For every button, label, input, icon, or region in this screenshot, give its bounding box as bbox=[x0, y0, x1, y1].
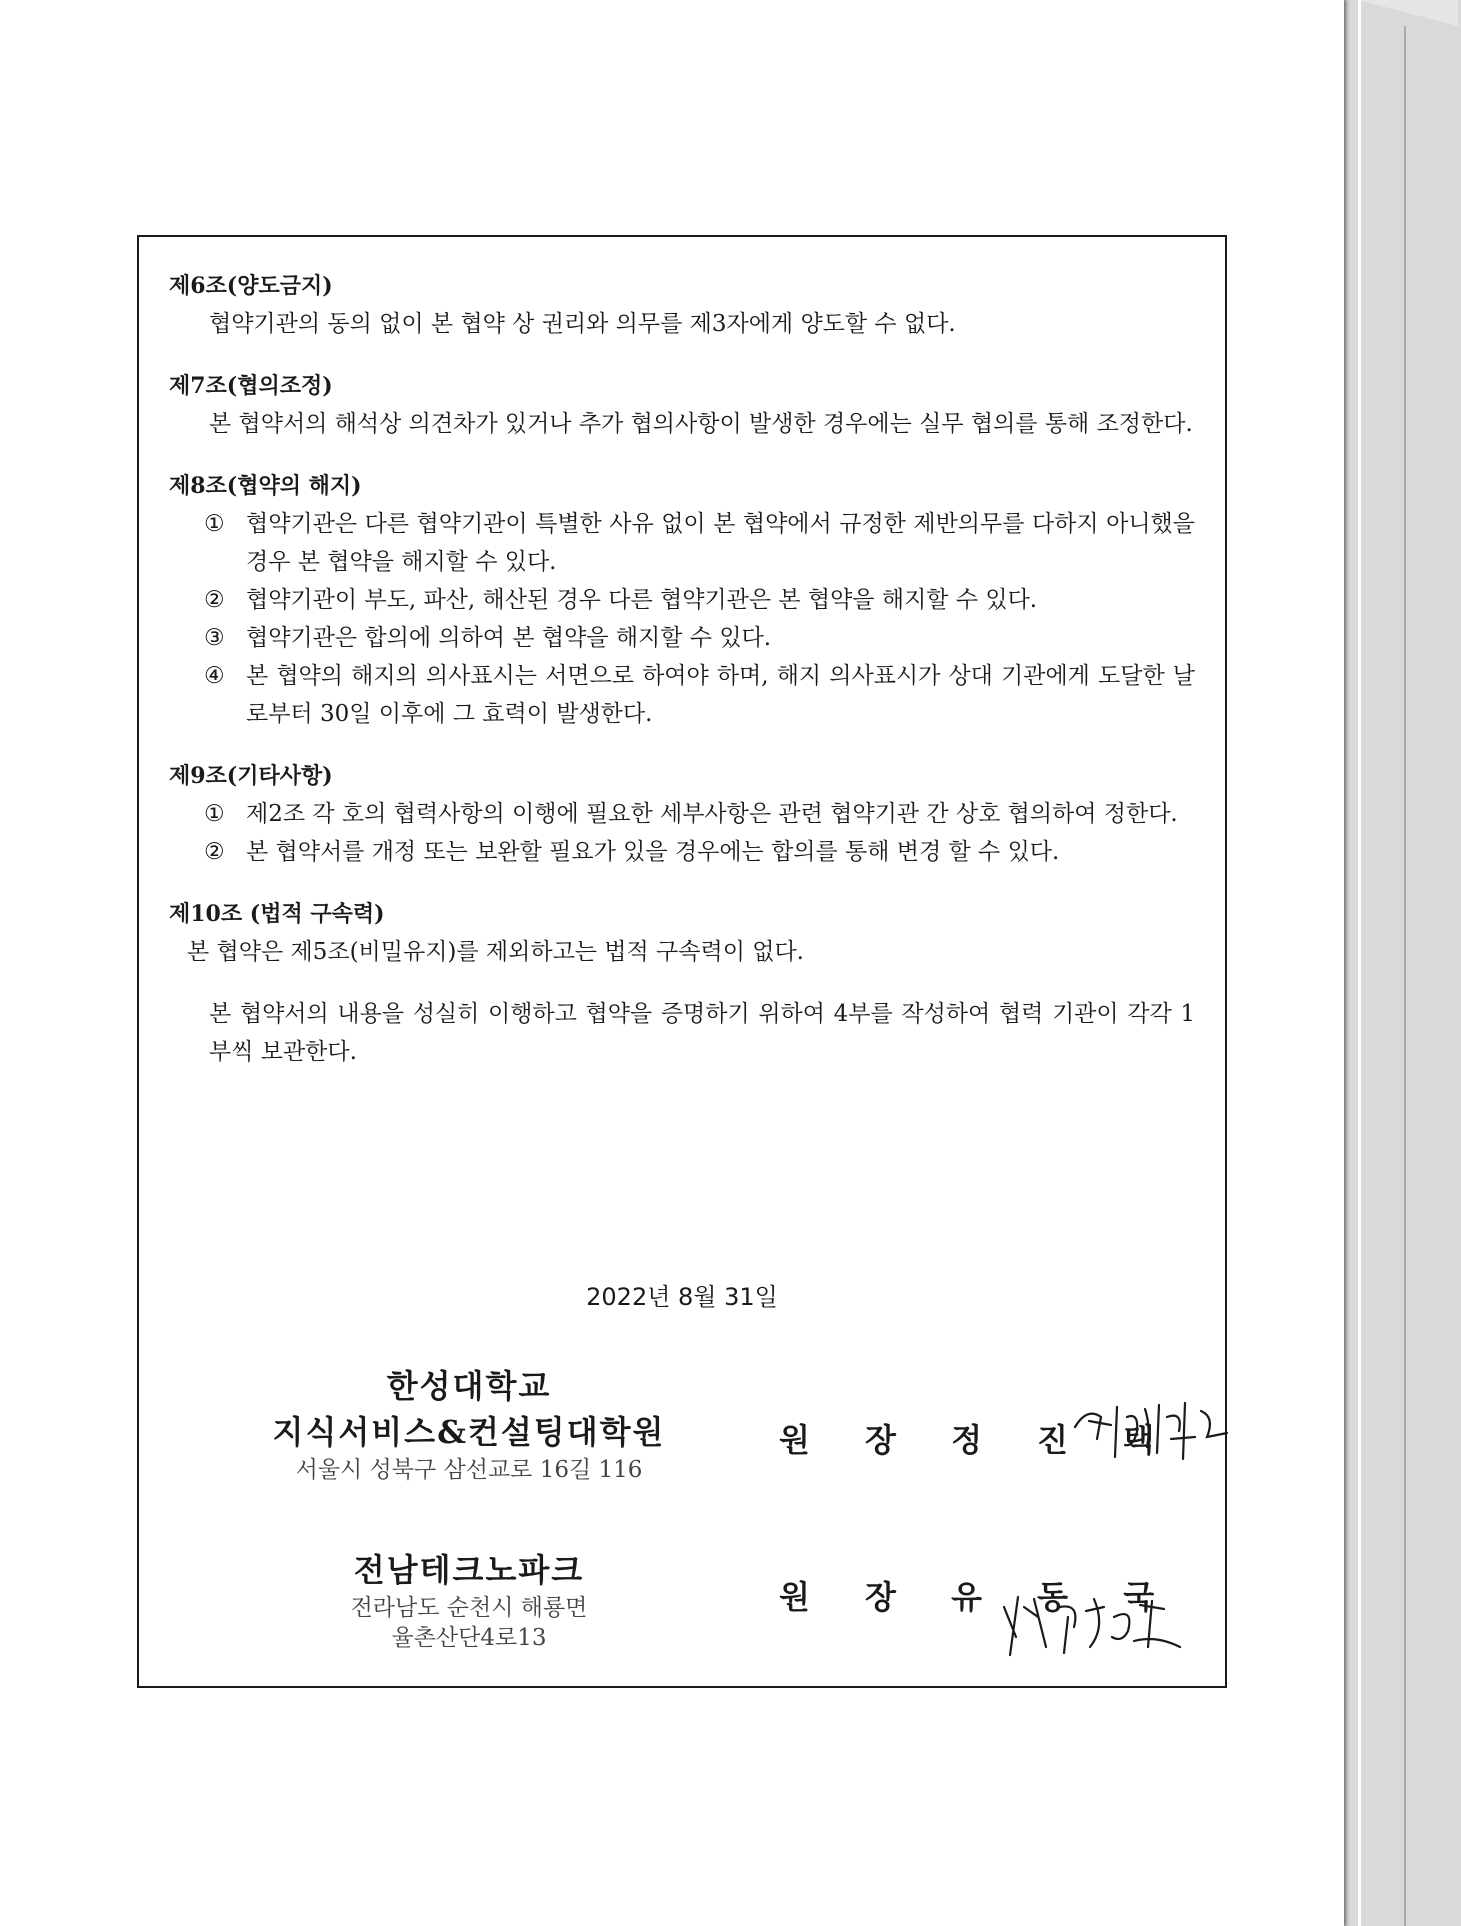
item-text: 본 협약서를 개정 또는 보완할 필요가 있을 경우에는 합의를 통해 변경 할 수 있다. bbox=[246, 839, 1060, 865]
article-paragraph: 본 협약은 제5조(비밀유지)를 제외하고는 법적 구속력이 없다. bbox=[187, 939, 804, 965]
item-number: ③ bbox=[204, 625, 225, 651]
article-heading: 제10조 (법적 구속력) bbox=[169, 901, 385, 927]
party2-signature bbox=[994, 1577, 1194, 1671]
page-edge-line bbox=[1404, 26, 1406, 1926]
article-item bbox=[169, 505, 1195, 581]
item-text: 협약기관은 다른 협약기관이 특별한 사유 없이 본 협약에서 규정한 제반의무를 다하지 아니했을 경우 본 협약을 해지할 수 있다. bbox=[246, 511, 1195, 575]
item-number: ② bbox=[204, 839, 225, 865]
org-name-line1: 한성대학교 bbox=[386, 1367, 552, 1405]
item-text: 협약기관은 합의에 의하여 본 협약을 해지할 수 있다. bbox=[246, 625, 772, 651]
article-7 bbox=[169, 367, 1195, 443]
party1-director: 원 장 정 진 택 bbox=[779, 1421, 1177, 1459]
party1-signature bbox=[1067, 1387, 1237, 1481]
page-edge-line bbox=[1358, 0, 1361, 1926]
article-item bbox=[169, 581, 1195, 619]
article-heading: 제8조(협약의 해지) bbox=[169, 473, 362, 499]
article-item bbox=[169, 795, 1195, 833]
article-heading: 제7조(협의조정) bbox=[169, 373, 333, 399]
org-name-line2: 지식서비스&컨설팅대학원 bbox=[272, 1413, 666, 1451]
article-paragraph: 본 협약서의 해석상 의견차가 있거나 추가 협의사항이 발생한 경우에는 실무 협의를 통해 조정한다. bbox=[209, 411, 1193, 437]
party2-director: 원 장 유 동 국 bbox=[779, 1578, 1177, 1616]
article-paragraph: 협약기관의 동의 없이 본 협약 상 권리와 의무를 제3자에게 양도할 수 없다. bbox=[209, 311, 956, 337]
party2-organization bbox=[239, 1547, 699, 1653]
article-6 bbox=[169, 267, 1195, 343]
item-text: 제2조 각 호의 협력사항의 이행에 필요한 세부사항은 관련 협약기관 간 상호 협의하여 정한다. bbox=[246, 801, 1178, 827]
item-text: 본 협약의 해지의 의사표시는 서면으로 하여야 하며, 해지 의사표시가 상대 기관에게 도달한 날로부터 30일 이후에 그 효력이 발생한다. bbox=[246, 663, 1195, 727]
org-address: 서울시 성북구 삼선교로 16길 116 bbox=[295, 1457, 643, 1483]
item-number: ① bbox=[204, 801, 225, 827]
closing-statement: 본 협약서의 내용을 성실히 이행하고 협약을 증명하기 위하여 4부를 작성하여 협력 기관이 각각 1부씩 보관한다. bbox=[209, 1001, 1195, 1065]
item-number: ① bbox=[204, 511, 225, 537]
item-number: ④ bbox=[204, 663, 225, 689]
book-page-edge bbox=[1345, 0, 1461, 1926]
article-item bbox=[169, 619, 1195, 657]
agreement-date: 2022년 8월 31일 bbox=[586, 1283, 778, 1311]
item-number: ② bbox=[204, 587, 225, 613]
party1-organization bbox=[199, 1363, 739, 1485]
article-9 bbox=[169, 757, 1195, 871]
org-address-line2: 율촌산단4로13 bbox=[391, 1625, 547, 1651]
article-8 bbox=[169, 467, 1195, 733]
article-10 bbox=[169, 895, 1195, 971]
article-item bbox=[169, 833, 1195, 871]
signature-scribble-icon bbox=[994, 1577, 1194, 1667]
agreement-body bbox=[169, 267, 1195, 1071]
item-text: 협약기관이 부도, 파산, 해산된 경우 다른 협약기관은 본 협약을 해지할 수 있다. bbox=[246, 587, 1038, 613]
agreement-frame bbox=[137, 235, 1227, 1688]
org-name-line1: 전남테크노파크 bbox=[353, 1551, 585, 1589]
article-heading: 제9조(기타사항) bbox=[169, 763, 333, 789]
article-item bbox=[169, 657, 1195, 733]
org-address-line1: 전라남도 순천시 해룡면 bbox=[350, 1595, 588, 1621]
signature-scribble-icon bbox=[1067, 1387, 1237, 1477]
article-heading: 제6조(양도금지) bbox=[169, 273, 333, 299]
